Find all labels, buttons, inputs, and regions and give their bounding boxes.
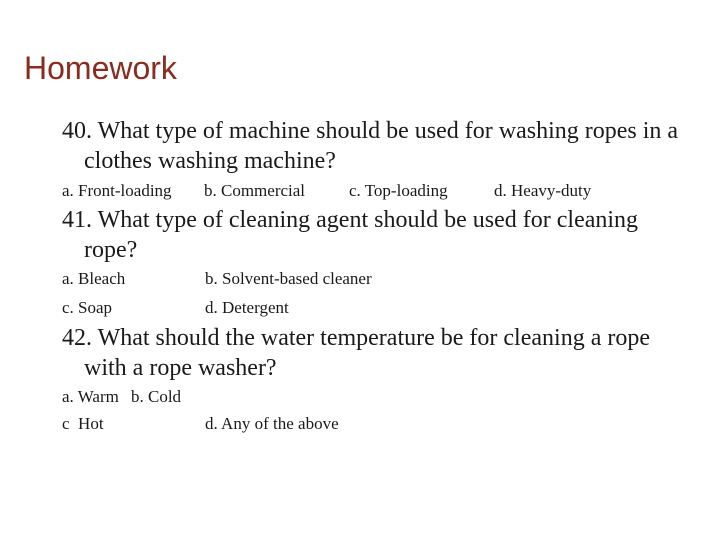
slide-title: Homework (24, 50, 177, 86)
question-41: 41. What type of cleaning agent should be used for cleaning rope? (62, 207, 639, 263)
question-42-option-a: a. Warm (62, 387, 119, 406)
question-40-option-b: b. Commercial (204, 181, 306, 200)
question-42-option-c: c Hot (62, 414, 104, 433)
question-41-option-c: c. Soap (62, 298, 113, 317)
question-41-option-a: a. Bleach (62, 269, 126, 288)
question-41-option-b: b. Solvent-based cleaner (205, 269, 372, 288)
question-42-option-d: d. Any of the above (205, 414, 339, 433)
question-40-option-d: d. Heavy-duty (494, 181, 592, 200)
question-42: 42. What should the water temperature be for cleaning a rope with a rope washer? (62, 325, 650, 381)
question-40-option-a: a. Front-loading (62, 181, 172, 200)
question-42-option-b: b. Cold (131, 387, 182, 406)
question-40: 40. What type of machine should be used for washing ropes in a clothes washing machine? (62, 118, 679, 174)
question-41-option-d: d. Detergent (205, 298, 289, 317)
question-40-option-c: c. Top-loading (349, 181, 448, 200)
